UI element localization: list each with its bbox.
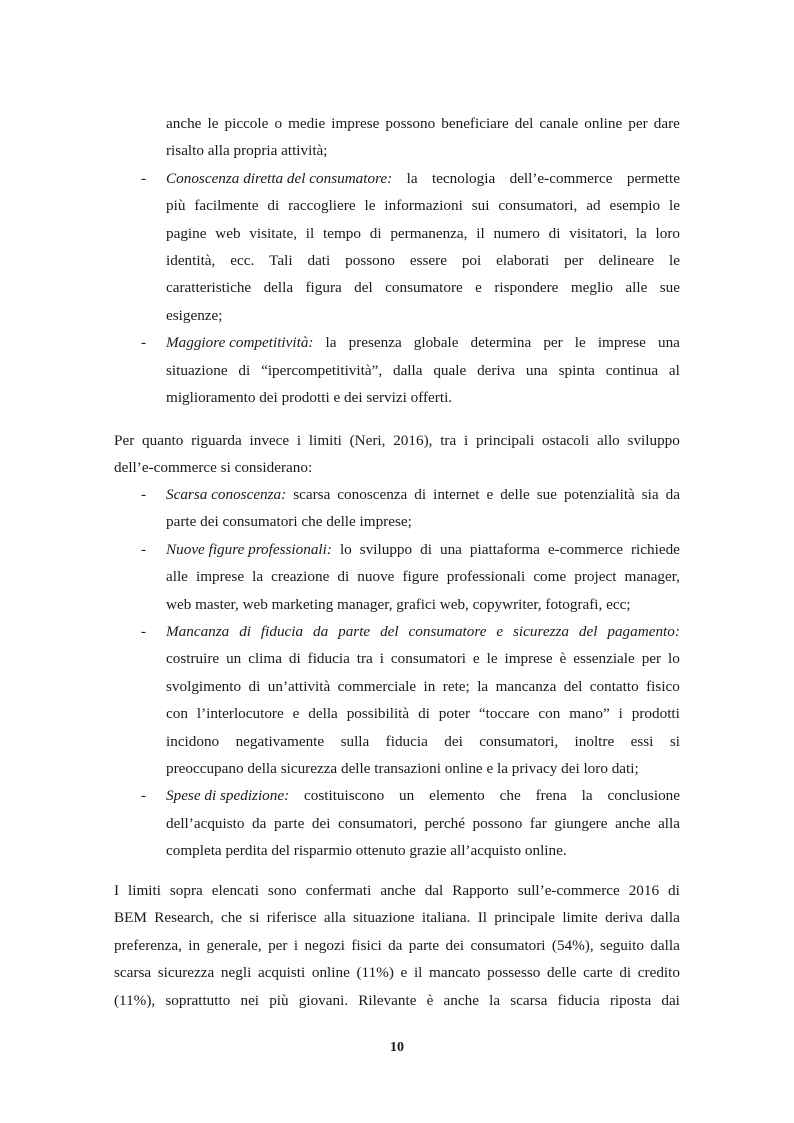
list1-comp-line-1-label: Maggiore competitività: <box>166 334 314 352</box>
para2-line-4: scarsa sicurezza negli acquisti online (11%) e il mancato possesso delle carte di credito <box>114 964 680 982</box>
list2-nuove-bullet: - <box>141 540 147 558</box>
list2-scarsa-line-1-label: Scarsa conoscenza: <box>166 486 287 503</box>
para1-line-2: dell’e-commerce si considerano: <box>114 459 313 477</box>
list2-nuove-line-3: web master, web marketing manager, grafici web, copywriter, fotografi, ecc; <box>166 595 631 613</box>
list1-cons-bullet: - <box>141 169 147 187</box>
list2-fiducia-bullet: - <box>141 623 147 640</box>
list1-comp-line-1: Maggiore competitività: la presenza globale determina per le imprese una <box>166 334 680 352</box>
para2-line-3: preferenza, in generale, per i negozi fisici da parte dei consumatori (54%), seguito dalla <box>114 936 680 954</box>
list2-scarsa-bullet: - <box>141 486 147 503</box>
list1-comp-line-2: situazione di “ipercompetitività”, dalla quale deriva una spinta continua al <box>166 361 680 379</box>
list2-spese-line-3: completa perdita del risparmio ottenuto grazie all’acquisto online. <box>166 842 567 860</box>
list1-cons-line-1: Conoscenza diretta del consumatore: la tecnologia dell’e-commerce permette <box>166 169 680 187</box>
list2-fiducia-line-5: incidono negativamente sulla fiducia dei consumatori, inoltre essi si <box>166 732 680 750</box>
list2-spese-line-2: dell’acquisto da parte dei consumatori, perché possono far giungere anche alla <box>166 814 680 832</box>
para1-line-1: Per quanto riguarda invece i limiti (Neri, 2016), tra i principali ostacoli allo sviluppo <box>114 432 680 449</box>
page-number: 10 <box>390 1040 404 1055</box>
list2-nuove-line-2: alle imprese la creazione di nuove figure professionali come project manager, <box>166 568 680 586</box>
list1-cont-line-1: anche le piccole o medie imprese possono beneficiare del canale online per dare <box>166 115 680 132</box>
list2-scarsa-line-2: parte dei consumatori che delle imprese; <box>166 513 412 531</box>
para2-line-1: I limiti sopra elencati sono confermati anche dal Rapporto sull’e-commerce 2016 di <box>114 882 680 899</box>
para2-line-5: (11%), soprattutto nei più giovani. Rilevante è anche la scarsa fiducia riposta dai <box>114 991 680 1009</box>
list1-cont-line-2: risalto alla propria attività; <box>166 142 328 160</box>
list2-fiducia-line-3: svolgimento di un’attività commerciale in rete; la mancanza del contatto fisico <box>166 677 680 695</box>
list2-nuove-line-1: Nuove figure professionali: lo sviluppo di una piattaforma e-commerce richiede <box>166 540 680 558</box>
list1-cons-line-5: caratteristiche della figura del consumatore e rispondere meglio alle sue <box>166 279 680 297</box>
list1-cons-line-2: più facilmente di raccogliere le informazioni sui consumatori, ad esempio le <box>166 197 680 215</box>
list1-comp-bullet: - <box>141 334 147 352</box>
list1-cons-line-4: identità, ecc. Tali dati possono essere poi elaborati per delineare le <box>166 252 680 269</box>
list2-fiducia-line-2: costruire un clima di fiducia tra i consumatori e le imprese è essenziale per lo <box>166 650 680 668</box>
list1-cons-line-3: pagine web visitate, il tempo di permanenza, il numero di visitatori, la loro <box>166 224 680 242</box>
list2-spese-line-1: Spese di spedizione: costituiscono un elemento che frena la conclusione <box>166 787 680 805</box>
list2-fiducia-line-6: preoccupano della sicurezza delle transazioni online e la privacy dei loro dati; <box>166 760 639 777</box>
list2-spese-bullet: - <box>141 787 147 805</box>
list1-cons-line-1-label: Conoscenza diretta del consumatore: <box>166 169 393 187</box>
list2-fiducia-line-1: Mancanza di fiducia da parte del consumatore e sicurezza del pagamento: <box>166 623 680 640</box>
list2-nuove-line-1-label: Nuove figure professionali: <box>166 540 332 558</box>
list1-comp-line-3: miglioramento dei prodotti e dei servizi offerti. <box>166 389 453 406</box>
list2-scarsa-line-1: Scarsa conoscenza: scarsa conoscenza di internet e delle sue potenzialità sia da <box>166 486 680 503</box>
list2-fiducia-line-4: con l’interlocutore e della possibilità di poter “toccare con mano” i prodotti <box>166 705 680 723</box>
list2-spese-line-1-label: Spese di spedizione: <box>166 787 290 805</box>
list1-cons-line-6: esigenze; <box>166 306 223 324</box>
para2-line-2: BEM Research, che si riferisce alla situazione italiana. Il principale limite deriva dalla <box>114 909 680 927</box>
